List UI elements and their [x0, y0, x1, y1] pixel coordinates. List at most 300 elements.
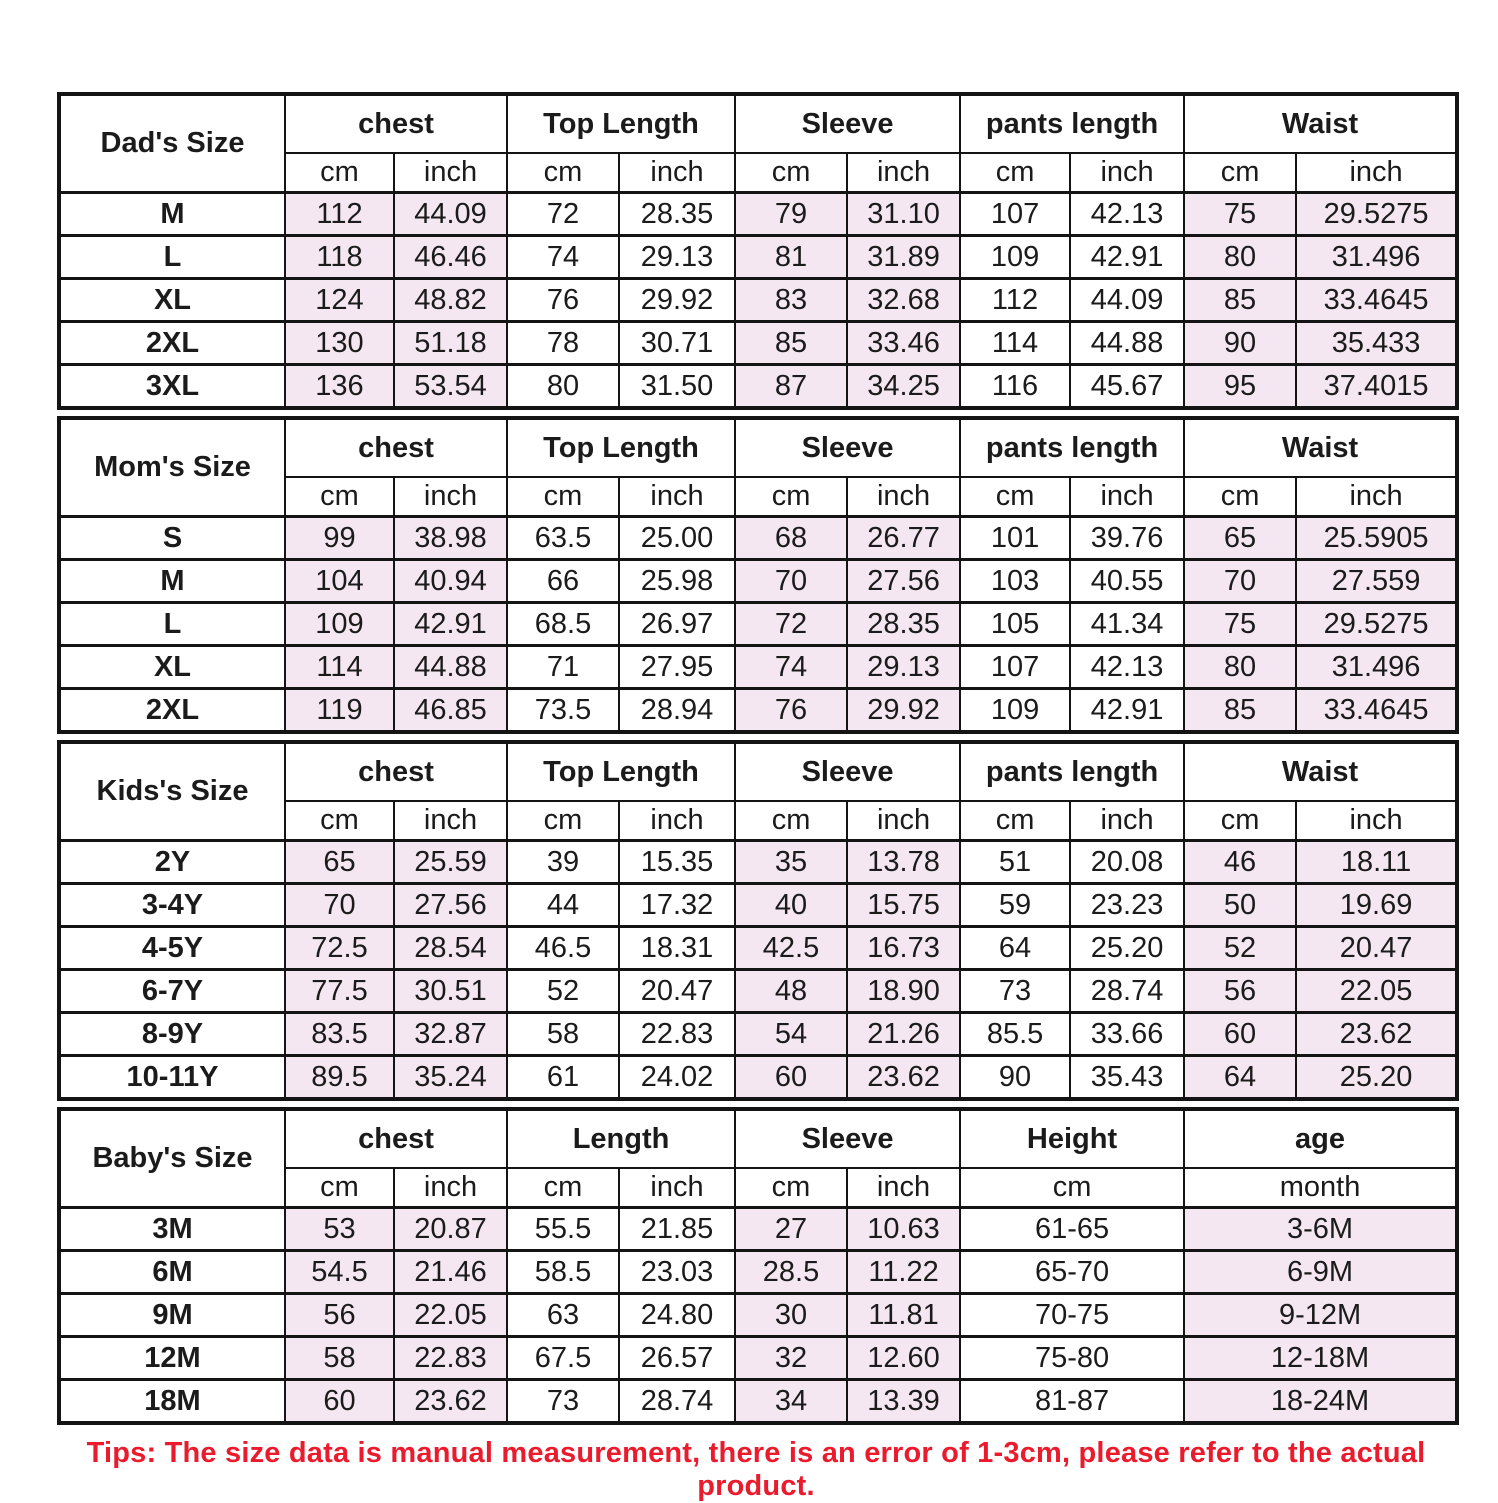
unit-label: month	[1184, 1168, 1457, 1208]
header-group-row	[59, 742, 1457, 801]
table-row	[59, 517, 1457, 560]
table-row	[59, 1208, 1457, 1251]
value-cell: 109	[960, 236, 1070, 279]
size-label: 8-9Y	[59, 1013, 285, 1056]
unit-label: cm	[507, 1168, 619, 1208]
value-cell: 39	[507, 841, 619, 884]
size-label: 10-11Y	[59, 1056, 285, 1100]
unit-label: cm	[960, 801, 1070, 841]
column-group-label: chest	[285, 1109, 507, 1168]
unit-label: cm	[1184, 153, 1296, 193]
table-row	[59, 841, 1457, 884]
value-cell: 35.433	[1296, 322, 1457, 365]
unit-label: cm	[285, 1168, 394, 1208]
size-label: 12M	[59, 1337, 285, 1380]
column-group-label: pants length	[960, 742, 1184, 801]
unit-label: inch	[394, 801, 507, 841]
value-cell: 90	[1184, 322, 1296, 365]
table-row	[59, 1056, 1457, 1100]
column-group-label: Top Length	[507, 418, 735, 477]
unit-label: inch	[847, 1168, 960, 1208]
value-cell: 58	[507, 1013, 619, 1056]
value-cell: 65-70	[960, 1251, 1184, 1294]
value-cell: 35	[735, 841, 847, 884]
header-group-row	[59, 1109, 1457, 1168]
value-cell: 34.25	[847, 365, 960, 409]
size-label: XL	[59, 279, 285, 322]
value-cell: 45.67	[1070, 365, 1184, 409]
value-cell: 21.26	[847, 1013, 960, 1056]
value-cell: 61	[507, 1056, 619, 1100]
table-row	[59, 1251, 1457, 1294]
value-cell: 18.11	[1296, 841, 1457, 884]
table-row	[59, 1337, 1457, 1380]
value-cell: 31.50	[619, 365, 735, 409]
unit-label: cm	[1184, 477, 1296, 517]
value-cell: 73	[960, 970, 1070, 1013]
table-row	[59, 927, 1457, 970]
value-cell: 85	[1184, 279, 1296, 322]
size-label: M	[59, 193, 285, 236]
value-cell: 32.87	[394, 1013, 507, 1056]
table-row	[59, 603, 1457, 646]
value-cell: 44.09	[1070, 279, 1184, 322]
table-title: Baby's Size	[59, 1109, 285, 1208]
value-cell: 11.22	[847, 1251, 960, 1294]
table-row	[59, 884, 1457, 927]
unit-label: inch	[1070, 801, 1184, 841]
value-cell: 56	[1184, 970, 1296, 1013]
table-row	[59, 970, 1457, 1013]
value-cell: 44.09	[394, 193, 507, 236]
table-row	[59, 193, 1457, 236]
value-cell: 28.74	[1070, 970, 1184, 1013]
value-cell: 85.5	[960, 1013, 1070, 1056]
value-cell: 80	[507, 365, 619, 409]
size-label: 3XL	[59, 365, 285, 409]
value-cell: 116	[960, 365, 1070, 409]
table-row	[59, 689, 1457, 733]
value-cell: 22.05	[1296, 970, 1457, 1013]
value-cell: 68.5	[507, 603, 619, 646]
value-cell: 28.74	[619, 1380, 735, 1424]
column-group-label: Waist	[1184, 418, 1457, 477]
value-cell: 41.34	[1070, 603, 1184, 646]
value-cell: 20.08	[1070, 841, 1184, 884]
column-group-label: chest	[285, 94, 507, 153]
value-cell: 64	[960, 927, 1070, 970]
value-cell: 33.46	[847, 322, 960, 365]
value-cell: 112	[285, 193, 394, 236]
table-row	[59, 1294, 1457, 1337]
value-cell: 68	[735, 517, 847, 560]
value-cell: 27	[735, 1208, 847, 1251]
size-label: 6M	[59, 1251, 285, 1294]
size-label: S	[59, 517, 285, 560]
size-tables-container	[57, 92, 1455, 1425]
unit-label: inch	[619, 1168, 735, 1208]
column-group-label: Length	[507, 1109, 735, 1168]
value-cell: 104	[285, 560, 394, 603]
value-cell: 12.60	[847, 1337, 960, 1380]
value-cell: 52	[507, 970, 619, 1013]
unit-label: inch	[619, 801, 735, 841]
value-cell: 27.559	[1296, 560, 1457, 603]
value-cell: 40.94	[394, 560, 507, 603]
value-cell: 23.03	[619, 1251, 735, 1294]
value-cell: 38.98	[394, 517, 507, 560]
value-cell: 9-12M	[1184, 1294, 1457, 1337]
value-cell: 46.46	[394, 236, 507, 279]
value-cell: 24.80	[619, 1294, 735, 1337]
value-cell: 66	[507, 560, 619, 603]
value-cell: 22.83	[394, 1337, 507, 1380]
unit-label: inch	[394, 1168, 507, 1208]
value-cell: 35.43	[1070, 1056, 1184, 1100]
value-cell: 11.81	[847, 1294, 960, 1337]
value-cell: 63.5	[507, 517, 619, 560]
size-label: L	[59, 236, 285, 279]
value-cell: 103	[960, 560, 1070, 603]
value-cell: 18.90	[847, 970, 960, 1013]
value-cell: 83.5	[285, 1013, 394, 1056]
value-cell: 34	[735, 1380, 847, 1424]
size-table-dads	[57, 92, 1459, 410]
unit-label: inch	[847, 153, 960, 193]
value-cell: 23.62	[394, 1380, 507, 1424]
value-cell: 22.05	[394, 1294, 507, 1337]
value-cell: 25.00	[619, 517, 735, 560]
table-row	[59, 322, 1457, 365]
value-cell: 67.5	[507, 1337, 619, 1380]
value-cell: 56	[285, 1294, 394, 1337]
value-cell: 13.39	[847, 1380, 960, 1424]
value-cell: 31.496	[1296, 646, 1457, 689]
value-cell: 23.62	[847, 1056, 960, 1100]
value-cell: 39.76	[1070, 517, 1184, 560]
table-row	[59, 1013, 1457, 1056]
value-cell: 28.54	[394, 927, 507, 970]
value-cell: 119	[285, 689, 394, 733]
unit-label: cm	[285, 153, 394, 193]
value-cell: 44.88	[1070, 322, 1184, 365]
value-cell: 85	[1184, 689, 1296, 733]
size-label: 6-7Y	[59, 970, 285, 1013]
value-cell: 73.5	[507, 689, 619, 733]
value-cell: 23.23	[1070, 884, 1184, 927]
value-cell: 81-87	[960, 1380, 1184, 1424]
column-group-label: pants length	[960, 94, 1184, 153]
value-cell: 29.92	[847, 689, 960, 733]
value-cell: 42.13	[1070, 193, 1184, 236]
value-cell: 54.5	[285, 1251, 394, 1294]
value-cell: 27.95	[619, 646, 735, 689]
size-table-moms	[57, 416, 1459, 734]
value-cell: 21.46	[394, 1251, 507, 1294]
value-cell: 51.18	[394, 322, 507, 365]
size-label: 18M	[59, 1380, 285, 1424]
value-cell: 24.02	[619, 1056, 735, 1100]
value-cell: 59	[960, 884, 1070, 927]
table-title: Mom's Size	[59, 418, 285, 517]
unit-label: cm	[285, 477, 394, 517]
value-cell: 29.13	[847, 646, 960, 689]
size-table-kids	[57, 740, 1459, 1101]
value-cell: 75	[1184, 193, 1296, 236]
value-cell: 22.83	[619, 1013, 735, 1056]
value-cell: 85	[735, 322, 847, 365]
value-cell: 33.66	[1070, 1013, 1184, 1056]
value-cell: 15.75	[847, 884, 960, 927]
unit-label: cm	[507, 153, 619, 193]
value-cell: 71	[507, 646, 619, 689]
value-cell: 79	[735, 193, 847, 236]
value-cell: 35.24	[394, 1056, 507, 1100]
unit-label: inch	[394, 153, 507, 193]
value-cell: 60	[735, 1056, 847, 1100]
value-cell: 28.5	[735, 1251, 847, 1294]
value-cell: 32	[735, 1337, 847, 1380]
value-cell: 61-65	[960, 1208, 1184, 1251]
unit-label: cm	[960, 477, 1070, 517]
value-cell: 105	[960, 603, 1070, 646]
value-cell: 87	[735, 365, 847, 409]
value-cell: 28.94	[619, 689, 735, 733]
table-title: Dad's Size	[59, 94, 285, 193]
unit-label: cm	[735, 1168, 847, 1208]
size-table-babys	[57, 1107, 1459, 1425]
value-cell: 26.77	[847, 517, 960, 560]
value-cell: 80	[1184, 646, 1296, 689]
value-cell: 63	[507, 1294, 619, 1337]
value-cell: 29.5275	[1296, 603, 1457, 646]
unit-label: inch	[1070, 477, 1184, 517]
size-label: 2XL	[59, 322, 285, 365]
value-cell: 80	[1184, 236, 1296, 279]
value-cell: 25.20	[1070, 927, 1184, 970]
value-cell: 32.68	[847, 279, 960, 322]
value-cell: 6-9M	[1184, 1251, 1457, 1294]
value-cell: 16.73	[847, 927, 960, 970]
column-group-label: Sleeve	[735, 1109, 960, 1168]
value-cell: 44	[507, 884, 619, 927]
size-label: XL	[59, 646, 285, 689]
unit-label: inch	[619, 153, 735, 193]
value-cell: 77.5	[285, 970, 394, 1013]
value-cell: 75-80	[960, 1337, 1184, 1380]
value-cell: 78	[507, 322, 619, 365]
size-label: 3-4Y	[59, 884, 285, 927]
table-row	[59, 1380, 1457, 1424]
unit-label: inch	[847, 477, 960, 517]
column-group-label: pants length	[960, 418, 1184, 477]
value-cell: 20.47	[1296, 927, 1457, 970]
value-cell: 20.47	[619, 970, 735, 1013]
value-cell: 50	[1184, 884, 1296, 927]
value-cell: 107	[960, 193, 1070, 236]
value-cell: 51	[960, 841, 1070, 884]
value-cell: 25.98	[619, 560, 735, 603]
unit-label: cm	[1184, 801, 1296, 841]
value-cell: 23.62	[1296, 1013, 1457, 1056]
value-cell: 25.20	[1296, 1056, 1457, 1100]
unit-label: cm	[735, 477, 847, 517]
size-label: 2Y	[59, 841, 285, 884]
unit-label: inch	[1296, 153, 1457, 193]
value-cell: 76	[507, 279, 619, 322]
value-cell: 114	[960, 322, 1070, 365]
value-cell: 29.5275	[1296, 193, 1457, 236]
value-cell: 25.5905	[1296, 517, 1457, 560]
value-cell: 95	[1184, 365, 1296, 409]
value-cell: 60	[285, 1380, 394, 1424]
value-cell: 28.35	[847, 603, 960, 646]
column-group-label: Top Length	[507, 94, 735, 153]
value-cell: 109	[960, 689, 1070, 733]
value-cell: 99	[285, 517, 394, 560]
value-cell: 70	[1184, 560, 1296, 603]
value-cell: 114	[285, 646, 394, 689]
value-cell: 46.85	[394, 689, 507, 733]
unit-label: cm	[735, 801, 847, 841]
value-cell: 81	[735, 236, 847, 279]
column-group-label: Top Length	[507, 742, 735, 801]
value-cell: 83	[735, 279, 847, 322]
value-cell: 10.63	[847, 1208, 960, 1251]
value-cell: 136	[285, 365, 394, 409]
size-label: M	[59, 560, 285, 603]
unit-label: inch	[847, 801, 960, 841]
size-label: 4-5Y	[59, 927, 285, 970]
value-cell: 109	[285, 603, 394, 646]
unit-label: inch	[619, 477, 735, 517]
value-cell: 74	[507, 236, 619, 279]
table-row	[59, 236, 1457, 279]
value-cell: 21.85	[619, 1208, 735, 1251]
value-cell: 30.71	[619, 322, 735, 365]
value-cell: 53	[285, 1208, 394, 1251]
value-cell: 29.92	[619, 279, 735, 322]
unit-label: inch	[1296, 477, 1457, 517]
value-cell: 28.35	[619, 193, 735, 236]
unit-label: cm	[507, 801, 619, 841]
value-cell: 42.5	[735, 927, 847, 970]
unit-label: inch	[1296, 801, 1457, 841]
size-label: 2XL	[59, 689, 285, 733]
value-cell: 44.88	[394, 646, 507, 689]
value-cell: 31.89	[847, 236, 960, 279]
tips-note: Tips: The size data is manual measurement, there is an error of 1-3cm, please refer to the actual product.	[86, 1437, 1426, 1502]
value-cell: 53.54	[394, 365, 507, 409]
value-cell: 13.78	[847, 841, 960, 884]
column-group-label: Waist	[1184, 742, 1457, 801]
size-label: L	[59, 603, 285, 646]
value-cell: 118	[285, 236, 394, 279]
value-cell: 124	[285, 279, 394, 322]
value-cell: 54	[735, 1013, 847, 1056]
unit-label: cm	[507, 477, 619, 517]
value-cell: 27.56	[394, 884, 507, 927]
value-cell: 89.5	[285, 1056, 394, 1100]
value-cell: 130	[285, 322, 394, 365]
value-cell: 27.56	[847, 560, 960, 603]
value-cell: 3-6M	[1184, 1208, 1457, 1251]
column-group-label: Sleeve	[735, 94, 960, 153]
value-cell: 58.5	[507, 1251, 619, 1294]
value-cell: 31.10	[847, 193, 960, 236]
column-group-label: Height	[960, 1109, 1184, 1168]
value-cell: 26.97	[619, 603, 735, 646]
header-group-row	[59, 418, 1457, 477]
unit-label: cm	[735, 153, 847, 193]
value-cell: 26.57	[619, 1337, 735, 1380]
table-row	[59, 646, 1457, 689]
value-cell: 55.5	[507, 1208, 619, 1251]
value-cell: 107	[960, 646, 1070, 689]
value-cell: 19.69	[1296, 884, 1457, 927]
value-cell: 12-18M	[1184, 1337, 1457, 1380]
value-cell: 52	[1184, 927, 1296, 970]
value-cell: 42.91	[394, 603, 507, 646]
unit-label: cm	[960, 1168, 1184, 1208]
table-row	[59, 560, 1457, 603]
value-cell: 31.496	[1296, 236, 1457, 279]
value-cell: 30	[735, 1294, 847, 1337]
value-cell: 75	[1184, 603, 1296, 646]
column-group-label: Sleeve	[735, 418, 960, 477]
value-cell: 65	[1184, 517, 1296, 560]
value-cell: 46	[1184, 841, 1296, 884]
column-group-label: chest	[285, 742, 507, 801]
unit-label: inch	[394, 477, 507, 517]
value-cell: 42.13	[1070, 646, 1184, 689]
value-cell: 64	[1184, 1056, 1296, 1100]
column-group-label: age	[1184, 1109, 1457, 1168]
value-cell: 60	[1184, 1013, 1296, 1056]
value-cell: 37.4015	[1296, 365, 1457, 409]
value-cell: 73	[507, 1380, 619, 1424]
value-cell: 33.4645	[1296, 279, 1457, 322]
unit-label: inch	[1070, 153, 1184, 193]
value-cell: 29.13	[619, 236, 735, 279]
value-cell: 33.4645	[1296, 689, 1457, 733]
value-cell: 101	[960, 517, 1070, 560]
value-cell: 40.55	[1070, 560, 1184, 603]
value-cell: 17.32	[619, 884, 735, 927]
value-cell: 42.91	[1070, 236, 1184, 279]
value-cell: 70	[735, 560, 847, 603]
table-row	[59, 279, 1457, 322]
value-cell: 70-75	[960, 1294, 1184, 1337]
value-cell: 112	[960, 279, 1070, 322]
value-cell: 40	[735, 884, 847, 927]
table-row	[59, 365, 1457, 409]
value-cell: 42.91	[1070, 689, 1184, 733]
value-cell: 46.5	[507, 927, 619, 970]
value-cell: 20.87	[394, 1208, 507, 1251]
header-group-row	[59, 94, 1457, 153]
value-cell: 58	[285, 1337, 394, 1380]
value-cell: 72.5	[285, 927, 394, 970]
value-cell: 65	[285, 841, 394, 884]
value-cell: 74	[735, 646, 847, 689]
table-title: Kids's Size	[59, 742, 285, 841]
value-cell: 18-24M	[1184, 1380, 1457, 1424]
value-cell: 90	[960, 1056, 1070, 1100]
value-cell: 48.82	[394, 279, 507, 322]
unit-label: cm	[960, 153, 1070, 193]
value-cell: 48	[735, 970, 847, 1013]
